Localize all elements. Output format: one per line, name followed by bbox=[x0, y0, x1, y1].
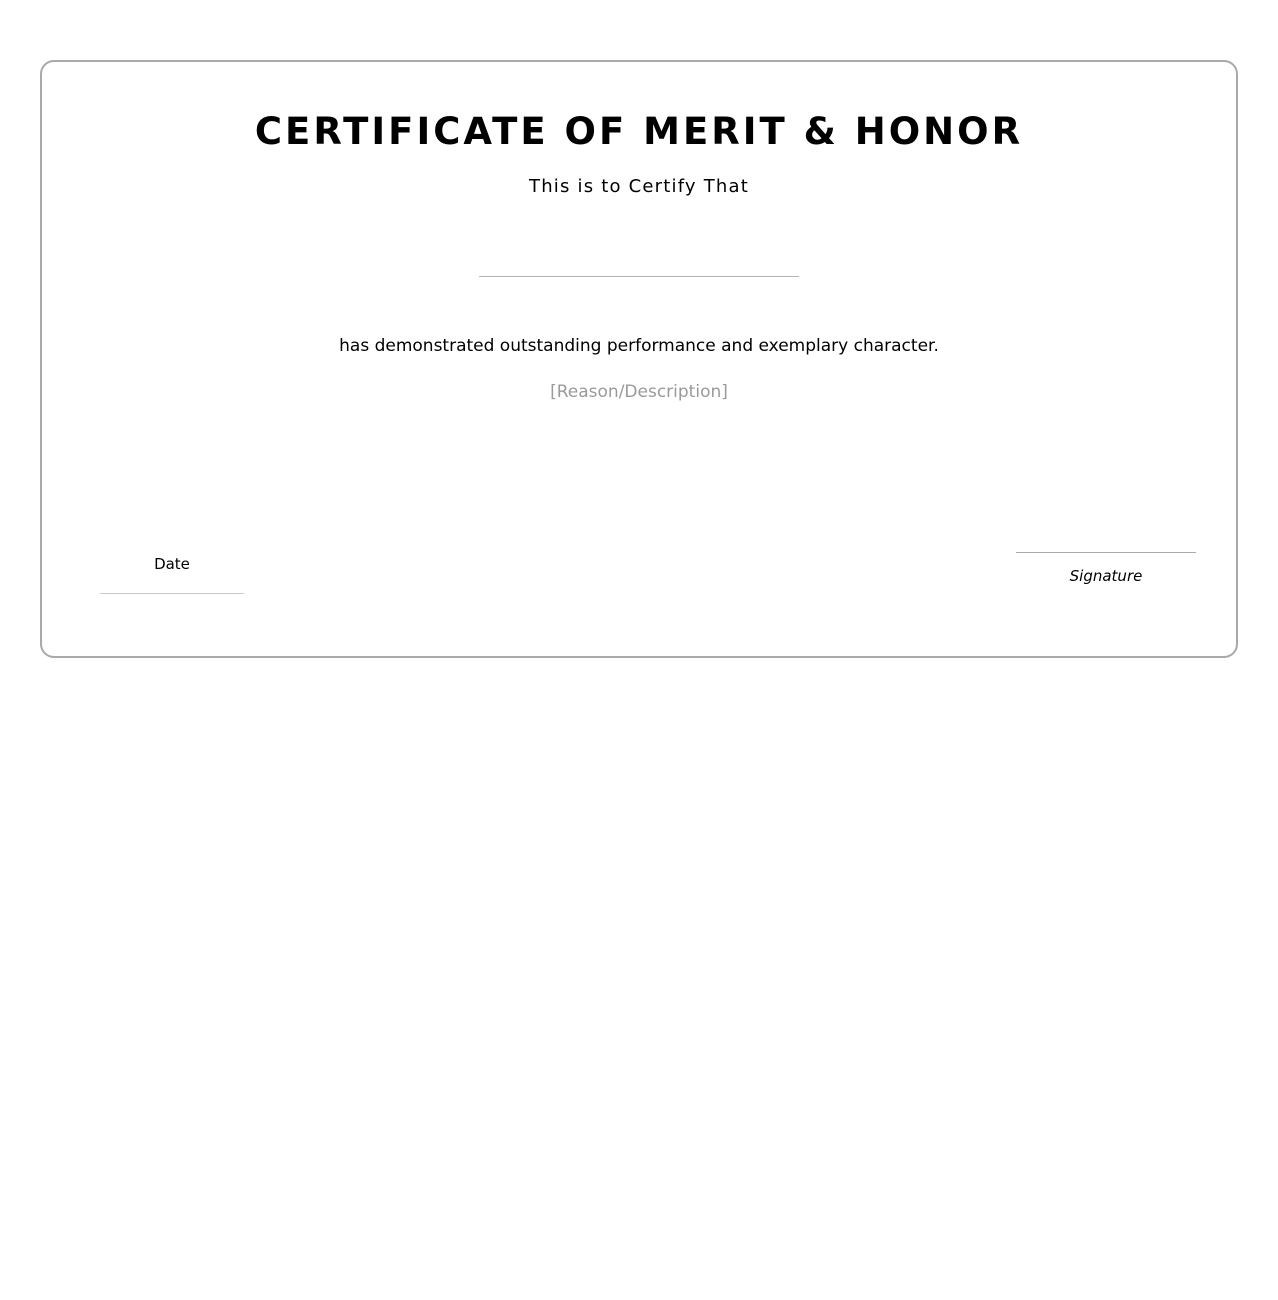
recipient-name-line bbox=[479, 276, 799, 277]
signature-line bbox=[1016, 552, 1196, 553]
date-line bbox=[100, 593, 244, 594]
reason-description-placeholder: [Reason/Description] bbox=[550, 382, 728, 402]
achievement-statement: has demonstrated outstanding performance and exemplary character. bbox=[339, 336, 939, 356]
date-label: Date bbox=[154, 555, 190, 573]
certificate-title: CERTIFICATE OF MERIT & HONOR bbox=[254, 110, 1024, 153]
signature-label: Signature bbox=[1069, 567, 1143, 585]
certificate-card bbox=[40, 60, 1238, 658]
certificate-subtitle: This is to Certify That bbox=[529, 176, 749, 197]
signature-block bbox=[1016, 552, 1196, 586]
date-block bbox=[100, 554, 244, 594]
